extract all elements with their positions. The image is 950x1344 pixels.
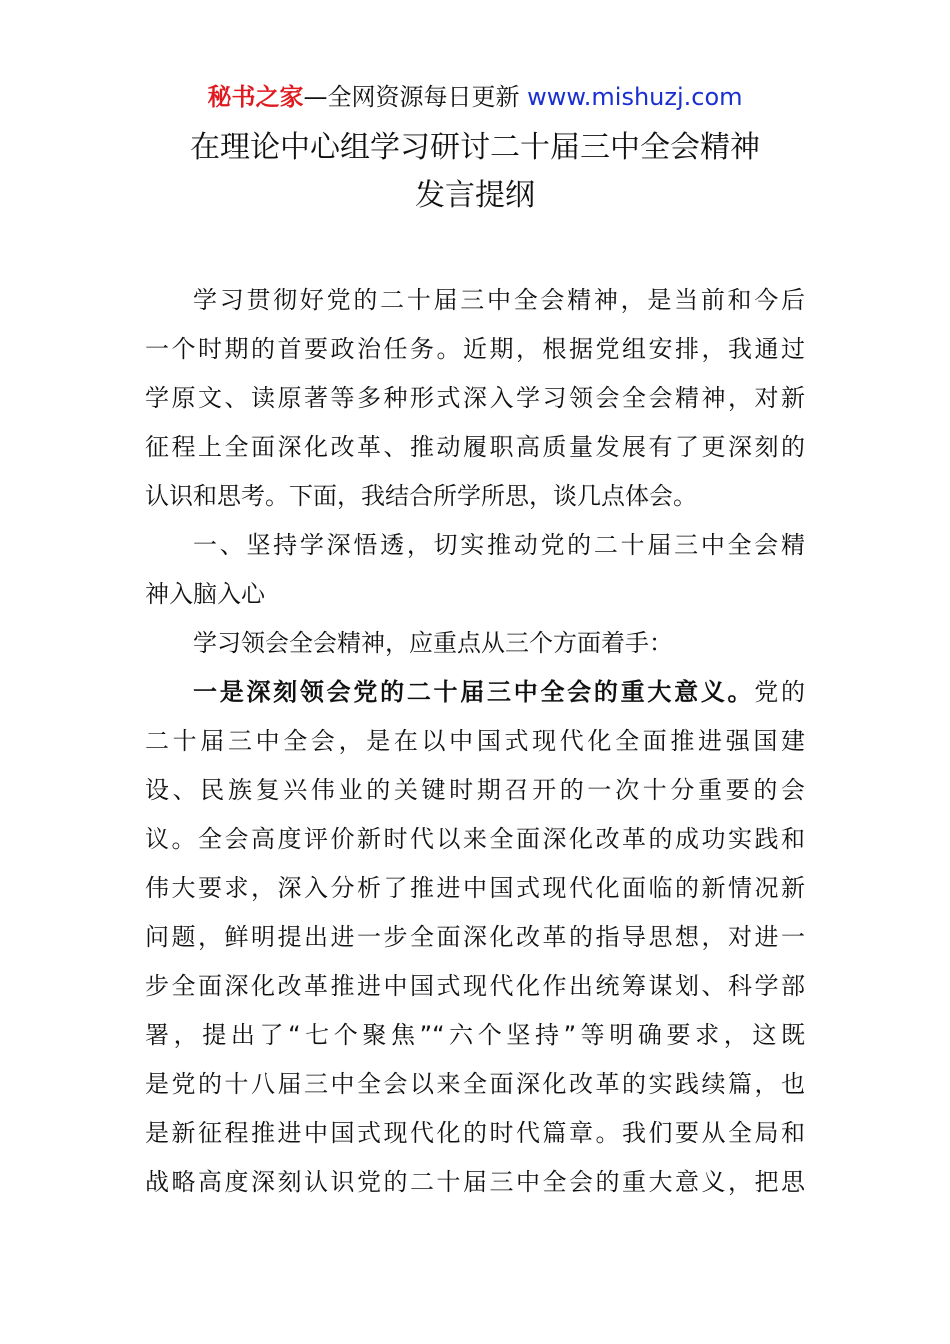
paragraph-line: 署，提出了“七个聚焦”“六个坚持”等明确要求，这既 [145,1021,805,1049]
paragraph-line: 是新征程推进中国式现代化的时代篇章。我们要从全局和 [145,1119,805,1147]
paragraph-line: 问题，鲜明提出进一步全面深化改革的指导思想，对进一 [145,923,805,951]
paragraph-line: 议。全会高度评价新时代以来全面深化改革的成功实践和 [145,825,805,853]
paragraph-line-tail: 党的 [754,678,805,706]
site-banner [0,80,950,114]
paragraph-line: 设、民族复兴伟业的关键时期召开的一次十分重要的会 [145,776,805,804]
paragraph-line: 学习贯彻好党的二十届三中全会精神，是当前和今后 [193,286,805,314]
paragraph-line: 一个时期的首要政治任务。近期，根据党组安排，我通过 [145,335,805,363]
site-url-link[interactable]: www.mishuzj.com [527,83,743,111]
paragraph-line: 伟大要求，深入分析了推进中国式现代化面临的新情况新 [145,874,805,902]
section-heading-line: 神入脑入心 [145,580,265,608]
bold-lead-sentence: 一是深刻领会党的二十届三中全会的重大意义。 [193,678,755,706]
paragraph-line: 步全面深化改革推进中国式现代化作出统筹谋划、科学部 [145,972,805,1000]
paragraph-line-with-bold-lead [145,668,805,717]
document-title-line-1: 在理论中心组学习研讨二十届三中全会精神 [190,130,760,165]
banner-tagline: —全网资源每日更新 [303,83,528,111]
section-heading-line: 一、坚持学深悟透，切实推动党的二十届三中全会精 [193,531,805,559]
document-body [145,276,805,1207]
paragraph-line: 征程上全面深化改革、推动履职高质量发展有了更深刻的 [145,433,805,461]
paragraph-line: 二十届三中全会，是在以中国式现代化全面推进强国建 [145,727,805,755]
paragraph-line: 战略高度深刻认识党的二十届三中全会的重大意义，把思 [145,1168,805,1196]
brand-name: 秘书之家 [207,83,304,111]
paragraph-line: 认识和思考。下面，我结合所学所思，谈几点体会。 [145,482,697,510]
paragraph-line: 是党的十八届三中全会以来全面深化改革的实践续篇，也 [145,1070,805,1098]
document-title-line-2: 发言提纲 [415,178,535,213]
paragraph-line: 学原文、读原著等多种形式深入学习领会全会精神，对新 [145,384,805,412]
paragraph-line: 学习领会全会精神，应重点从三个方面着手： [193,629,673,657]
